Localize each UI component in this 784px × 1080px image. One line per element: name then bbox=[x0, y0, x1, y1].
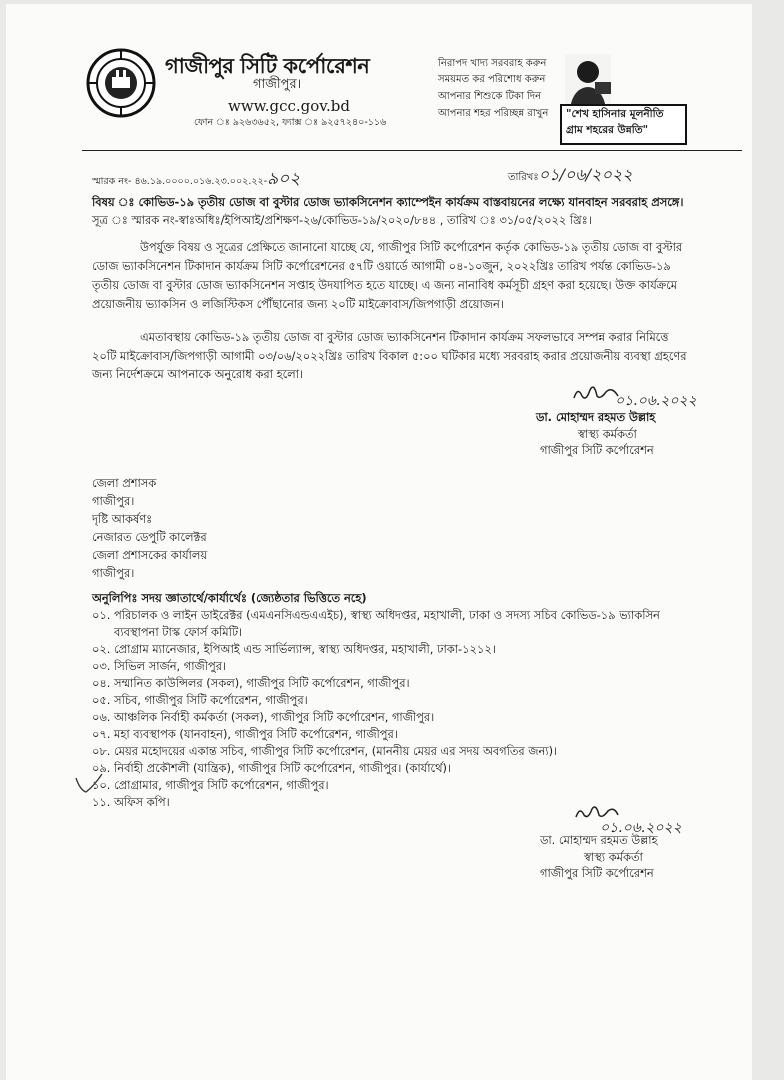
reference-number: স্মারক নং- ৪৬.১৯.০০০০.০১৬.২৩.০০২.২২- bbox=[92, 176, 268, 187]
copy-item: ০৮. মেয়র মহোদয়ের একান্ত সচিব, গাজীপুর সিটি কর্পোরেশন, (মাননীয় মেয়র এর সদয় অবগতির জন্য)। bbox=[92, 744, 558, 758]
copy-item: ১১. অফিস কপি। bbox=[92, 795, 170, 809]
copy-item: ০৯. নির্বাহী প্রকৌশলী (যান্ত্রিক), গাজীপুর সিটি কর্পোরেশন, গাজীপুর। (কার্যার্থে)। bbox=[92, 761, 452, 775]
subject-line: বিষয় ঃ কোভিড-১৯ তৃতীয় ডোজ বা বুস্টার ডোজ ভ্যাকসিনেশন ক্যাম্পেইন কার্যক্রম বাস্তবায়নের লক্ষ্যে যানবাহন সরবরাহ প্রসঙ্গে। bbox=[92, 195, 684, 209]
slogan-line: নিরাপদ খাদ্য সরবরাহ করুন bbox=[438, 58, 547, 69]
memo-date bbox=[508, 162, 633, 189]
signatory-org: গাজীপুর সিটি কর্পোরেশন bbox=[540, 866, 654, 880]
copy-item: ০২. প্রোগ্রাম ম্যানেজার, ইপিআই এন্ড সার্ভিল্যান্স, স্বাস্থ্য অধিদপ্তর, মহাখালী, ঢাকা-১২১২। bbox=[92, 642, 496, 656]
recipient-line: জেলা প্রশাসকের কার্যালয় bbox=[92, 548, 208, 562]
memo-reference bbox=[92, 166, 300, 194]
recipient-line: নেজারত ডেপুটি কালেক্টর bbox=[92, 530, 207, 544]
signature-date: ০১.০৬.২০২২ bbox=[615, 393, 697, 409]
quote-line: "শেখ হাসিনার মূলনীতি bbox=[566, 108, 664, 120]
paragraph-line: উপর্যুক্ত বিষয় ও সূত্রের প্রেক্ষিতে জানানো যাচ্ছে যে, গাজীপুর সিটি কর্পোরেশন কর্তৃক কোভিড-১৯ তৃতীয় ডোজ বা বুস্টার bbox=[140, 240, 683, 254]
gcc-seal-icon bbox=[86, 48, 156, 118]
recipient-line: গাজীপুর। bbox=[92, 494, 135, 508]
copy-heading: অনুলিপিঃ সদয় জ্ঞাতার্থে/কার্যার্থেঃ (জ্যেষ্ঠতার ভিত্তিতে নহে) bbox=[92, 591, 367, 605]
signatory-title: স্বাস্থ্য কর্মকর্তা bbox=[578, 427, 637, 441]
signatory-title: স্বাস্থ্য কর্মকর্তা bbox=[584, 850, 643, 864]
signatory-name: ডা. মোহাম্মদ রহমত উল্লাহ bbox=[540, 833, 658, 847]
source-line: সূত্র ঃ স্মারক নং-স্বাঃঅধিঃ/ইপিআই/প্রশিক্ষণ-২৬/কোভিড-১৯/২০২০/৮৪৪ , তারিখ ঃ ৩১/০৫/২০২২ খ্রিঃ। bbox=[92, 213, 592, 227]
paragraph-line: ডোজ ভ্যাকসিনেশন টিকাদান কার্যক্রম সিটি কর্পোরেশনের ৫৭টি ওয়ার্ডে আগামী ০৪-১০জুন, ২০২২খ্রিঃ তারিখ পর্যন্ত কোভিড-১৯ bbox=[92, 259, 671, 273]
slogan-line: সময়মত কর পরিশোধ করুন bbox=[438, 74, 546, 85]
copy-item: ০৭. মহা ব্যবস্থাপক (যানবাহন), গাজীপুর সিটি কর্পোরেশন, গাজীপুর। bbox=[92, 727, 398, 741]
copy-item: ০৬. আঞ্চলিক নির্বাহী কর্মকর্তা (সকল), গাজীপুর সিটি কর্পোরেশন, গাজীপুর। bbox=[92, 710, 435, 724]
reference-handwritten: ৯০২ bbox=[267, 169, 301, 189]
copy-item: ০৪. সম্মানিত কাউন্সিলর (সকল), গাজীপুর সিটি কর্পোরেশন, গাজীপুর। bbox=[92, 676, 410, 690]
paragraph-line: তৃতীয় ডোজ বা বুস্টার ডোজ ভ্যাকসিনেশন সপ্তাহ উদযাপিত হতে যাচ্ছে। এ জন্য নানাবিধ কর্মসূচী গ্রহণ করা হয়েছে। উক্ত কার্যক্রমে bbox=[92, 278, 678, 292]
website-link[interactable]: www.gcc.gov.bd bbox=[228, 97, 350, 115]
date-label: তারিখঃ bbox=[508, 172, 539, 183]
recipient-line: দৃষ্টি আকর্ষণঃ bbox=[92, 512, 153, 526]
paragraph-line: ২০টি মাইক্রোবাস/জিপগাড়ী আগামী ০৩/০৬/২০২২খ্রিঃ তারিখ বিকাল ৫:০০ ঘটিকার মধ্যে সরবরাহ করার প্রয়োজনীয় ব্যবস্থা গ্রহণের bbox=[92, 349, 687, 363]
org-city: গাজীপুর। bbox=[253, 77, 302, 92]
paragraph-line: জন্য নির্দেশক্রমে আপনাকে অনুরোধ করা হলো। bbox=[92, 367, 304, 381]
header-divider bbox=[82, 150, 742, 151]
phone-fax: ফোন ঃ ৯২৬৩৬৫২, ফ্যাক্স ঃ ৯২৫৭২৪০-১১৬ bbox=[194, 117, 387, 128]
copy-item: ০১. পরিচালক ও লাইন ডাইরেক্টর (এমএনসিএন্ডএএইচ), স্বাস্থ্য অধিদপ্তর, মহাখালী, ঢাকা ও সদস্য সচিব কোভিড-১৯ ভ্যাকসিন bbox=[92, 608, 660, 622]
copy-item: ব্যবস্থাপনা টাস্ক ফোর্স কমিটি। bbox=[114, 625, 243, 639]
paragraph-line: প্রয়োজনীয় ভ্যাকসিন ও লজিস্টিকস পৌঁছানোর জন্য ২০টি মাইক্রোবাস/জিপগাড়ী প্রয়োজন। bbox=[92, 297, 504, 311]
signature-date: ০১.০৬.২০২২ bbox=[600, 820, 682, 836]
copy-item: ০৩. সিভিল সার্জন, গাজীপুর। bbox=[92, 659, 227, 673]
recipient-line: জেলা প্রশাসক bbox=[92, 476, 157, 490]
signatory-name: ডা. মোহাম্মদ রহমত উল্লাহ bbox=[536, 410, 656, 424]
quote-line: গ্রাম শহরের উন্নতি" bbox=[566, 124, 649, 136]
date-handwritten: ০১/০৬/২০২২ bbox=[538, 165, 633, 184]
slogan-line: আপনার শিশুকে টিকা দিন bbox=[438, 91, 542, 102]
copy-item: ১০. প্রোগ্রামার, গাজীপুর সিটি কর্পোরেশন, গাজীপুর। bbox=[92, 778, 329, 792]
tick-mark bbox=[74, 772, 104, 794]
copy-item: ০৫. সচিব, গাজীপুর সিটি কর্পোরেশন, গাজীপুর। bbox=[92, 693, 308, 707]
slogan-line: আপনার শহর পরিচ্ছন্ন রাখুন bbox=[438, 108, 549, 119]
recipient-line: গাজীপুর। bbox=[92, 566, 135, 580]
signatory-org: গাজীপুর সিটি কর্পোরেশন bbox=[540, 443, 654, 457]
org-name: গাজীপুর সিটি কর্পোরেশন bbox=[165, 54, 370, 78]
paragraph-line: এমতাবস্থায় কোভিড-১৯ তৃতীয় ডোজ বা বুস্টার ডোজ ভ্যাকসিনেশন টিকাদান কার্যক্রম সফলভাবে সম্পন্ন করার নিমিত্তে bbox=[140, 330, 669, 344]
